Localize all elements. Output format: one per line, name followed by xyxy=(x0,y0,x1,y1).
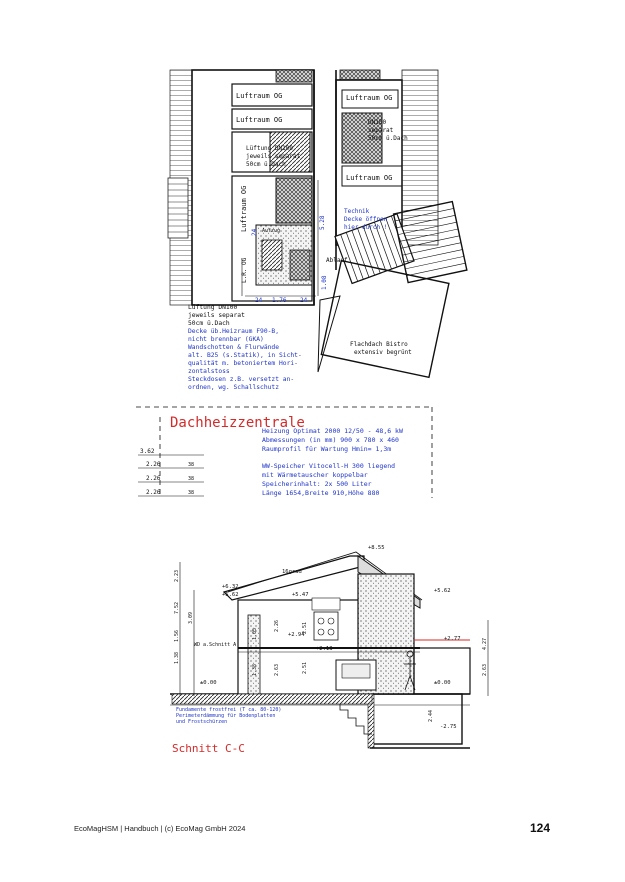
dim-bottom-2: 1.76 xyxy=(272,297,287,304)
left-dim-value: 38 xyxy=(188,490,195,496)
heating-note-line: WW-Speicher Vitocell-H 300 liegend xyxy=(262,462,396,470)
room-luftraum-og-1: Luftraum OG xyxy=(236,92,283,100)
dn100-right-3: 50cm ü.Dach xyxy=(368,135,408,142)
flachdach-2: extensiv begrünt xyxy=(354,349,412,356)
heating-note-line: mit Wärmetauscher koppelbar xyxy=(262,471,368,479)
dim-bottom-1: 24 xyxy=(255,297,263,304)
vertical-dim: 2.23 xyxy=(174,569,180,582)
level-label: +2.94 xyxy=(288,632,305,638)
heating-note-line: Raumprofil für Wartung Hmin= 1,3m xyxy=(262,445,392,453)
foundation-note-2: Perimeterdämmung für Bodenplatten xyxy=(176,713,276,719)
note-left-line: Steckdosen z.B. versetzt an- xyxy=(188,376,295,383)
level-label: ±0.00 xyxy=(200,680,217,686)
technik-1: Technik xyxy=(344,208,370,215)
vertical-dim: 1.56 xyxy=(174,629,180,642)
foundation-note-3: und Frostschürzen xyxy=(176,719,228,725)
note-left-line: qualität m. betoniertem Hori- xyxy=(188,360,298,367)
vertical-dim: 4.27 xyxy=(482,637,488,650)
dim-side: 5.28 xyxy=(319,215,326,230)
lueftung-top-3: 50cm ü.Dach xyxy=(246,161,286,168)
room-luftraum-og-4: Luftraum OG xyxy=(346,174,393,182)
foundation-note-1: Fundamente frostfrei (T ca. 80-120) xyxy=(176,707,282,713)
left-dim-value: 38 xyxy=(188,462,195,468)
lr-og-label: L.R. OG xyxy=(241,257,248,283)
dim-bottom-3: 24 xyxy=(300,297,308,304)
flachdach-1: Flachdach Bistro xyxy=(350,341,408,348)
left-dim-value: 38 xyxy=(188,476,195,482)
level-label: +2.77 xyxy=(444,636,461,642)
dim-side-3: 1.08 xyxy=(321,275,328,290)
note-left-line: nicht brennbar (GKA) xyxy=(188,336,264,343)
notes-left xyxy=(188,304,302,391)
left-dim-value: 3.62 xyxy=(140,448,155,455)
heating-note-line: Speicherinhalt: 2x 500 Liter xyxy=(262,480,372,488)
level-label: +6.32 xyxy=(222,584,239,590)
vertical-dim: 2.51 xyxy=(302,621,308,634)
heating-note-line: Abmessungen (in mm) 900 x 780 x 460 xyxy=(262,436,399,444)
vertical-dim: 7.52 xyxy=(174,601,180,614)
heating-note-line: Länge 1654,Breite 910,Höhe 880 xyxy=(262,489,380,497)
aufzug-label: Aufzug xyxy=(262,228,281,234)
technik-2: Decke öffnen xyxy=(344,216,388,223)
level-label: ±0.00 xyxy=(434,680,451,686)
page-number: 124 xyxy=(529,821,550,835)
vertical-dim: 3.09 xyxy=(188,611,194,624)
vertical-dim: 1.38 xyxy=(252,663,258,676)
roof-angle: 16grad xyxy=(282,569,302,575)
vertical-dim: 2.63 xyxy=(482,663,488,676)
wd-label: WD a.Schnitt A xyxy=(194,642,237,648)
note-left-line: ordnen, wg. Schallschutz xyxy=(188,384,279,391)
left-dim-value: 2.26 xyxy=(146,475,161,482)
level-label: +2.13 xyxy=(316,646,333,652)
dim-side-2: 24 xyxy=(251,228,258,236)
plan-title: Dachheizzentrale xyxy=(170,415,305,431)
ablauf-label: Ablauf xyxy=(326,257,348,264)
vertical-dim: 1.38 xyxy=(174,651,180,664)
section-title: Schnitt C-C xyxy=(172,742,245,755)
note-left-line: 50cm ü.Dach xyxy=(188,320,230,327)
level-label: +5.62 xyxy=(222,592,239,598)
vertical-dim: 2.51 xyxy=(302,661,308,674)
note-left-line: jeweils separat xyxy=(188,312,245,319)
dn100-right-2: separat xyxy=(368,127,394,134)
note-left-line: Wandschotten & Flurwände xyxy=(188,344,279,351)
vertical-dim: 1.05 xyxy=(252,627,258,640)
dn100-right-1: DN100 xyxy=(368,119,387,126)
heating-notes xyxy=(262,427,403,497)
vertical-dim: 2.44 xyxy=(428,709,434,722)
lueftung-top-2: jeweils separat xyxy=(246,153,301,160)
note-left-line: zontalstoss xyxy=(188,368,230,375)
room-luftraum-og-3: Luftraum OG xyxy=(346,94,393,102)
note-left-line: Decke üb.Heizraum F90-B, xyxy=(188,328,279,335)
level-label: +5.62 xyxy=(434,588,451,594)
footer-text: EcoMagHSM | Handbuch | (c) EcoMag GmbH 2024 xyxy=(74,824,246,833)
level-label: +8.55 xyxy=(368,545,385,551)
room-luftraum-og-2: Luftraum OG xyxy=(236,116,283,124)
lueftung-top-1: Lüftung DN100 xyxy=(246,145,293,152)
level-label: -2.75 xyxy=(440,724,457,730)
note-left-line: alt. B25 (s.Statik), in Sicht- xyxy=(188,352,302,359)
note-left-line: Lüftung DN100 xyxy=(188,304,238,311)
left-dim-value: 2.26 xyxy=(146,461,161,468)
floor-plan xyxy=(136,70,467,498)
room-luftraum-og-vertical: Luftraum OG xyxy=(240,185,248,232)
level-label: +5.47 xyxy=(292,592,309,598)
heating-note-line: Heizung Optimat 2000 12/50 - 48,6 kW xyxy=(262,427,403,435)
left-dim-value: 2.26 xyxy=(146,489,161,496)
section-cc xyxy=(170,545,488,755)
vertical-dim: 2.63 xyxy=(274,663,280,676)
vertical-dim: 2.26 xyxy=(274,619,280,632)
technik-3: hier durch ! xyxy=(344,224,388,231)
